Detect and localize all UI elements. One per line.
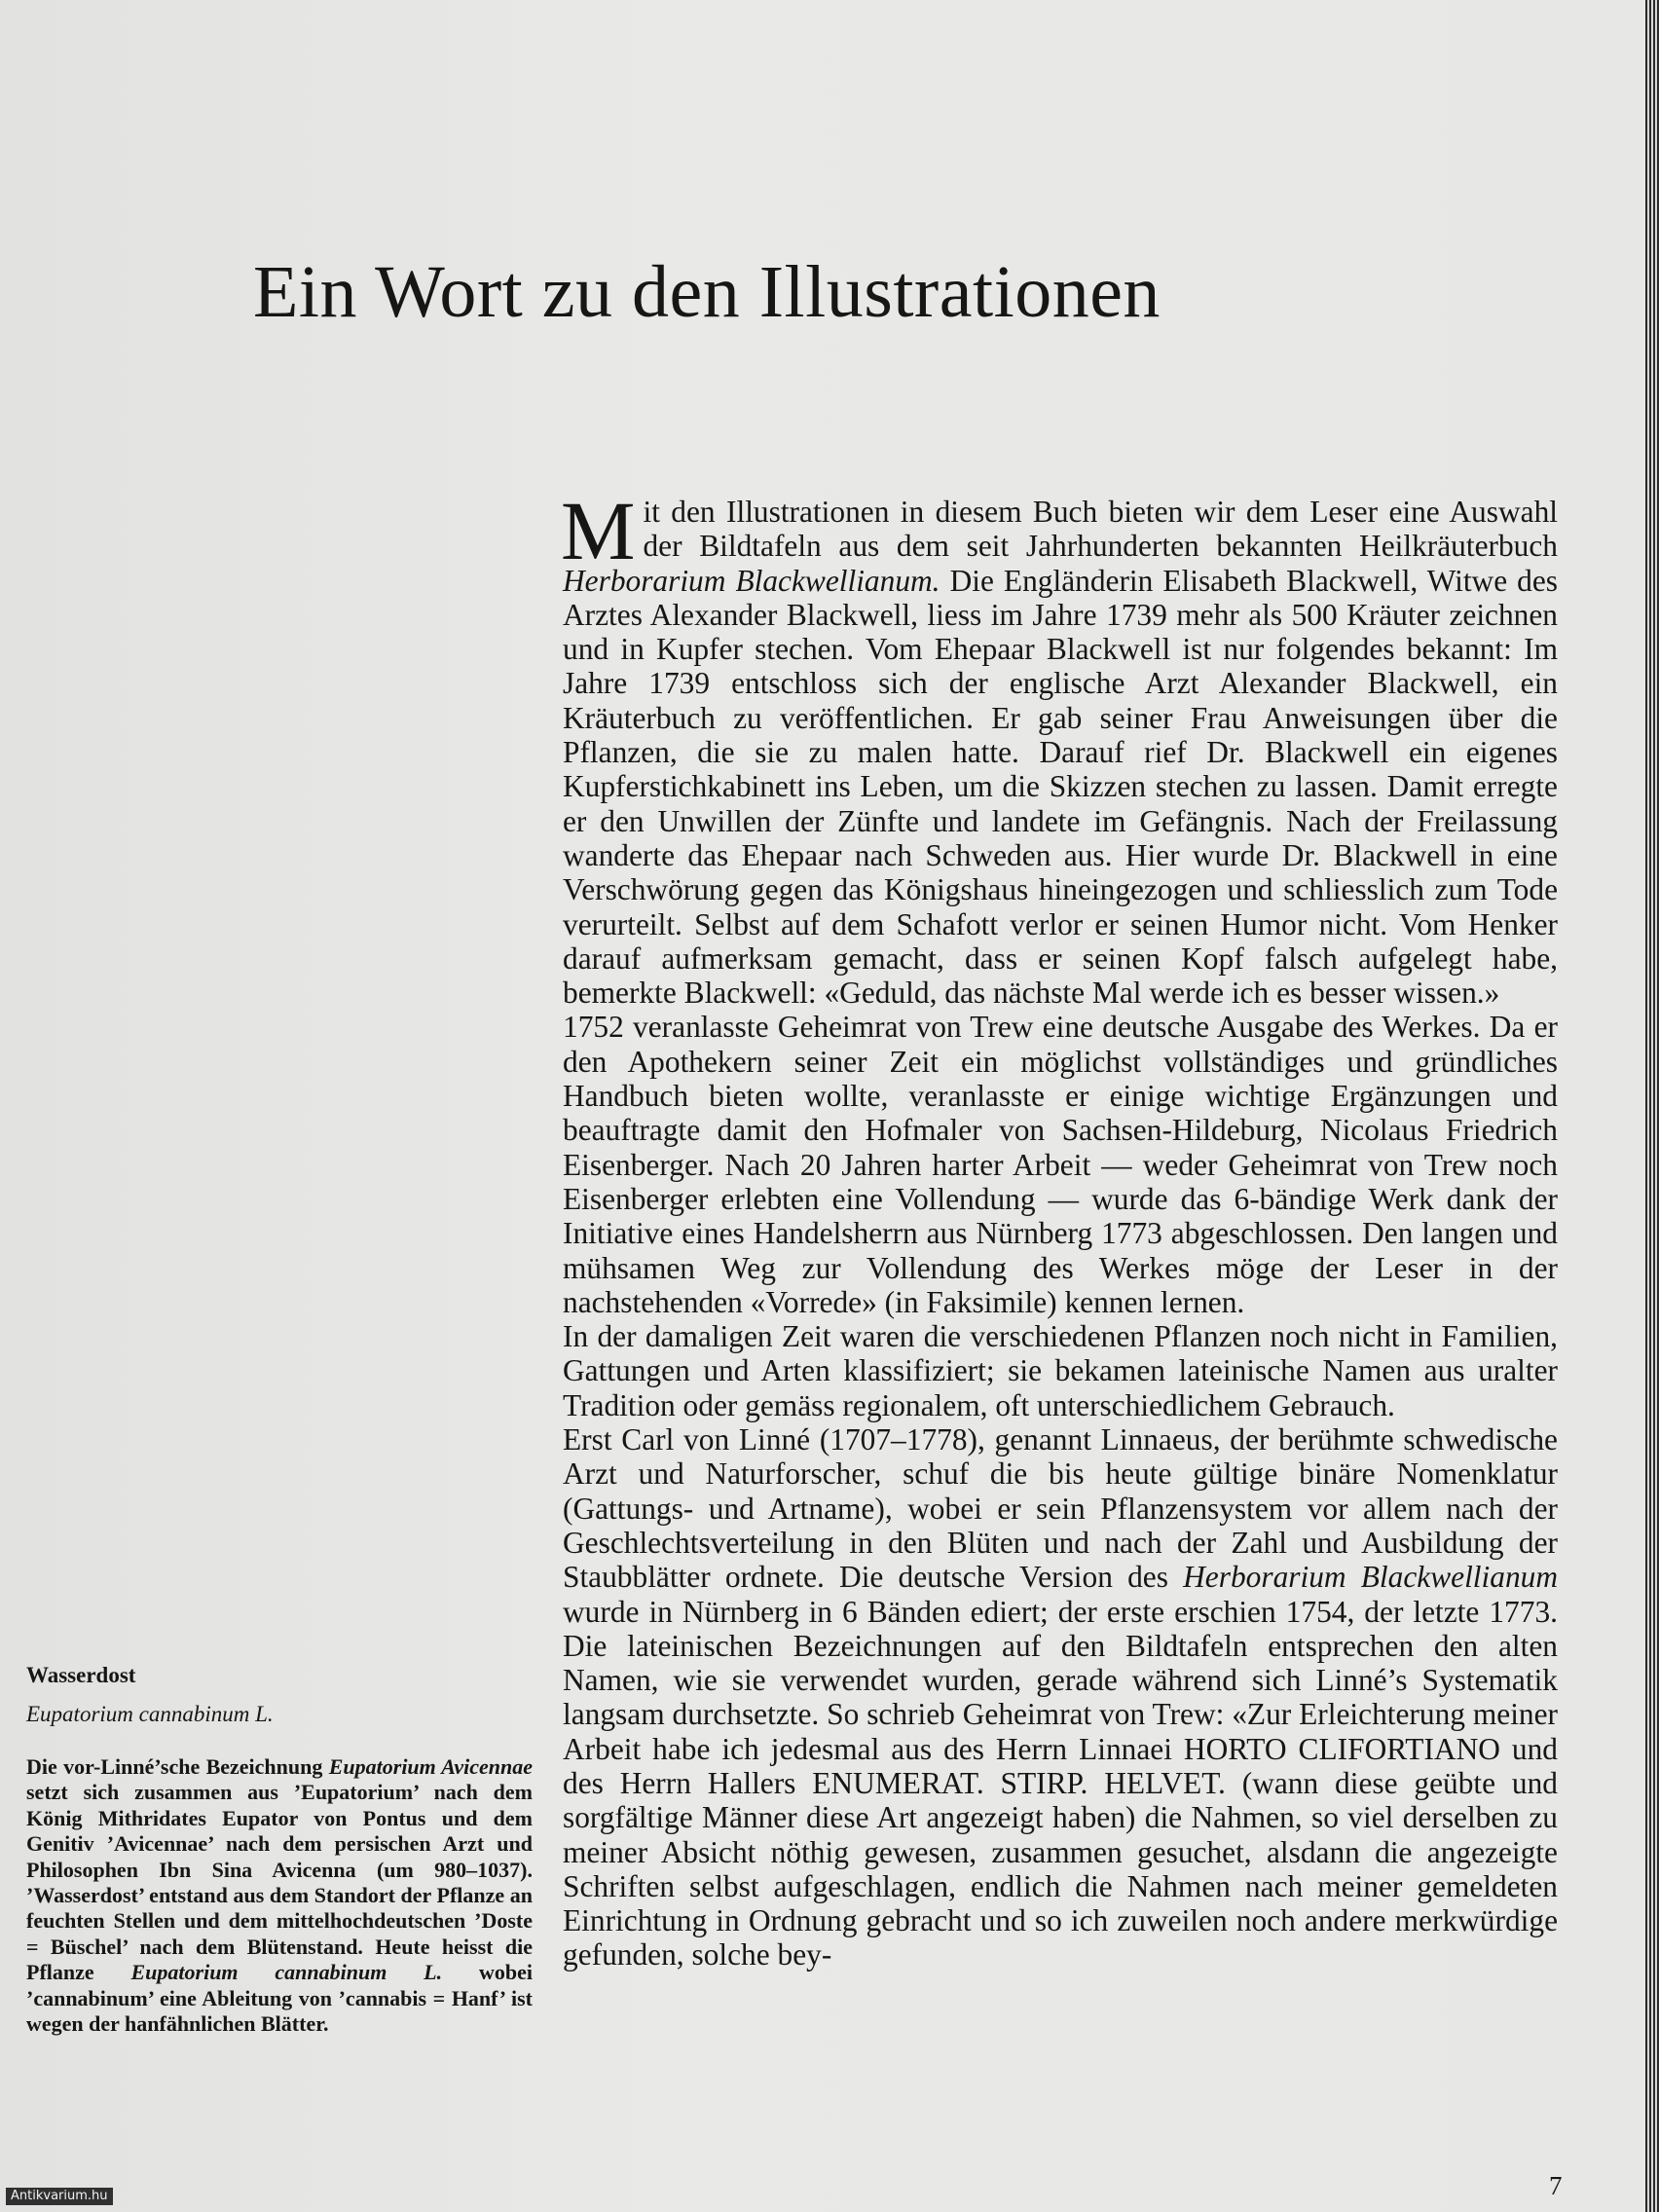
caption-italic-1: Eupatorium Avicennae [328, 1754, 533, 1779]
caption-description [26, 1754, 533, 2037]
paragraph-1 [561, 484, 1559, 1011]
paragraph-4-text: Erst Carl von Linné (1707–1778), genannt Linnaeus, der berühmte schwedische Arzt und Naturforscher, schuf die bis heute gültige binäre Nomenklatur (Gattungs- und Artname), wobei er sein Pflanzensystem vor allem nach der Geschlechtsverteilung in den Blüten und nach der Zahl und Ausbildung der Staubblätter ordnete. Die deutsche Version des [563, 1422, 1558, 1595]
paragraph-1-text: it den Illustrationen in diesem Buch bieten wir dem Leser eine Auswahl der Bildtafeln aus dem seit Jahrhunderten bekannten Heilkräuterbuch [643, 495, 1558, 564]
page-number: 7 [1549, 2171, 1563, 2200]
watermark: Antikvarium.hu [6, 2188, 113, 2205]
paragraph-4 [563, 1422, 1558, 1972]
plant-caption [26, 1661, 533, 2037]
caption-italic-2: Eupatorium cannabinum L. [130, 1960, 443, 1985]
caption-text-2: setzt sich zusammen aus ’Eupatorium’ nach dem König Mithridates Eupator von Pontus und dem Genitiv ’Avicennae’ nach dem persischen Arzt und Philosophen Ibn Sina Avicenna (um 980–1037). ’Wasserdost’ entstand aus dem Standort der Pflanze an feuchten Stellen und dem mittelhochdeutschen ’Doste = Büschel’ nach dem Blütenstand. Heute heisst die Pflanze [26, 1780, 533, 1985]
paragraph-3: In der damaligen Zeit waren die verschiedenen Pflanzen noch nicht in Familien, Gattungen und Arten klassifiziert; sie bekamen lateinische Namen aus uralter Tradition oder gemäss regionalem, oft unterschiedlichem Gebrauch. [563, 1319, 1558, 1422]
drop-cap: M [561, 484, 636, 577]
book-title-italic: Herborarium Blackwellianum. [563, 563, 940, 598]
paragraph-1-rest: Die Engländerin Elisabeth Blackwell, Witwe des Arztes Alexander Blackwell, liess im Jahre 1739 mehr als 500 Kräuter zeichnen und in Kupfer stechen. Vom Ehepaar Blackwell ist nur folgendes bekannt: Im Jahre 1739 entschloss sich der englische Arzt Alexander Blackwell, ein Kräuterbuch zu veröffentlichen. Er gab seiner Frau Anweisungen über die Pflanzen, die sie zu malen hatte. Darauf rief Dr. Blackwell ein eigenes Kupferstichkabinett ins Leben, um die Skizzen stechen zu lassen. Damit erregte er den Unwillen der Zünfte und landete im Gefängnis. Nach der Freilassung wanderte das Ehepaar nach Schweden aus. Hier wurde Dr. Blackwell in eine Verschwörung gegen das Königshaus hineingezogen und schliesslich zum Tode verurteilt. Selbst auf dem Schafott verlor er seinen Humor nicht. Vom Henker darauf aufmerksam gemacht, dass er seinen Kopf falsch aufgelegt habe, bemerkte Blackwell: «Geduld, das nächste Mal werde ich es besser wissen.» [563, 563, 1559, 1011]
page-title: Ein Wort zu den Illustrationen [253, 251, 1161, 333]
book-title-italic-2: Herborarium Blackwellianum [1183, 1560, 1558, 1595]
main-text [561, 484, 1559, 1972]
caption-latin-name: Eupatorium cannabinum L. [26, 1702, 274, 1726]
caption-text-1: Die vor-Linné’sche Bezeichnung [26, 1754, 329, 1779]
caption-text-3: wobei ’cannabinum’ eine Ableitung von ’cannabis = Hanf’ ist wegen der hanfähnlichen Blätter. [26, 1960, 533, 2037]
page-edge [1645, 0, 1659, 2212]
caption-title: Wasserdost [26, 1663, 136, 1687]
paragraph-2: 1752 veranlasste Geheimrat von Trew eine deutsche Ausgabe des Werkes. Da er den Apothekern seiner Zeit ein möglichst vollständiges und gründliches Handbuch bieten wollte, veranlasste er einige wichtige Ergänzungen und beauftragte damit den Hofmaler von Sachsen-Hildeburg, Nicolaus Friedrich Eisenberger. Nach 20 Jahren harter Arbeit — weder Geheimrat von Trew noch Eisenberger erlebten eine Vollendung — wurde das 6-bändige Werk dank der Initiative eines Handelsherrn aus Nürnberg 1773 abgeschlossen. Den langen und mühsamen Weg zur Vollendung des Werkes möge der Leser in der nachstehenden «Vorrede» (in Faksimile) kennen lernen. [563, 1010, 1558, 1319]
paragraph-4-rest: wurde in Nürnberg in 6 Bänden ediert; der erste erschien 1754, der letzte 1773. Die lateinischen Bezeichnungen auf den Bildtafeln entsprechen den alten Namen, wie sie verwendet wurden, gerade während sich Linné’s Systematik langsam durchsetzte. So schrieb Geheimrat von Trew: «Zur Erleichterung meiner Arbeit habe ich jedesmal aus des Herrn Linnaei HORTO CLIFORTIANO und des Herrn Hallers ENUMERAT. STIRP. HELVET. (wann diese geübte und sorgfältige Männer diese Art angezeigt haben) die Nahmen, so viel derselben zu meiner Absicht nöthig gewesen, zusammen gesuchet, alsdann die angezeigte Schriften selbst aufgeschlagen, endlich die Nahmen nach meiner gemeldeten Einrichtung in Ordnung gebracht und so ich zuweilen noch andere merkwürdige gefunden, solche bey- [563, 1594, 1558, 1972]
